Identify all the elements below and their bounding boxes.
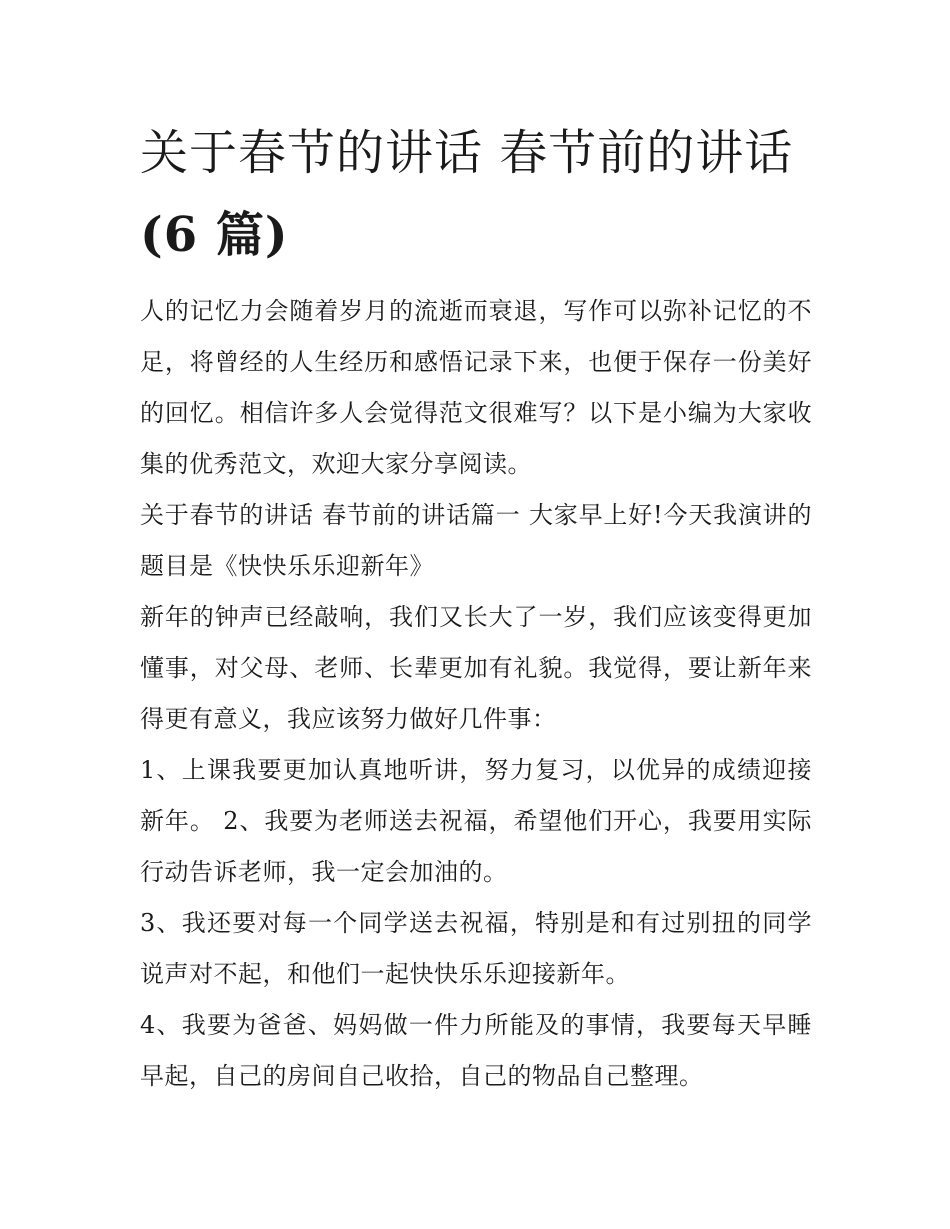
document-page (140, 112, 812, 1102)
list-item-4: 4、我要为爸爸、妈妈做一件力所能及的事情，我要每天早睡早起，自己的房间自己收拾，自己的物品自己整理。 (140, 1011, 812, 1090)
list-item-1-2: 1、上课我要更加认真地听讲，努力复习，以优异的成绩迎接新年。 2、我要为老师送去祝福，希望他们开心，我要用实际行动告诉老师，我一定会加油的。 (140, 756, 812, 886)
intro-paragraph: 人的记忆力会随着岁月的流逝而衰退，写作可以弥补记忆的不足，将曾经的人生经历和感悟记录下来，也便于保存一份美好的回忆。相信许多人会觉得范文很难写？以下是小编为大家收集的优秀范文，欢迎大家分享阅读。 (140, 297, 812, 478)
body-paragraph: 新年的钟声已经敲响，我们又长大了一岁，我们应该变得更加懂事，对父母、老师、长辈更加有礼貌。我觉得，要让新年来得更有意义，我应该努力做好几件事： (140, 603, 812, 733)
list-item-3: 3、我还要对每一个同学送去祝福，特别是和有过别扭的同学说声对不起，和他们一起快快乐乐迎接新年。 (140, 909, 812, 988)
document-title (140, 112, 812, 276)
speech-heading-paragraph: 关于春节的讲话 春节前的讲话篇一 大家早上好!今天我演讲的题目是《快快乐乐迎新年》 (140, 501, 812, 580)
title-line-2: (6 篇) (140, 207, 289, 263)
title-line-1: 关于春节的讲话 春节前的讲话 (140, 125, 794, 181)
